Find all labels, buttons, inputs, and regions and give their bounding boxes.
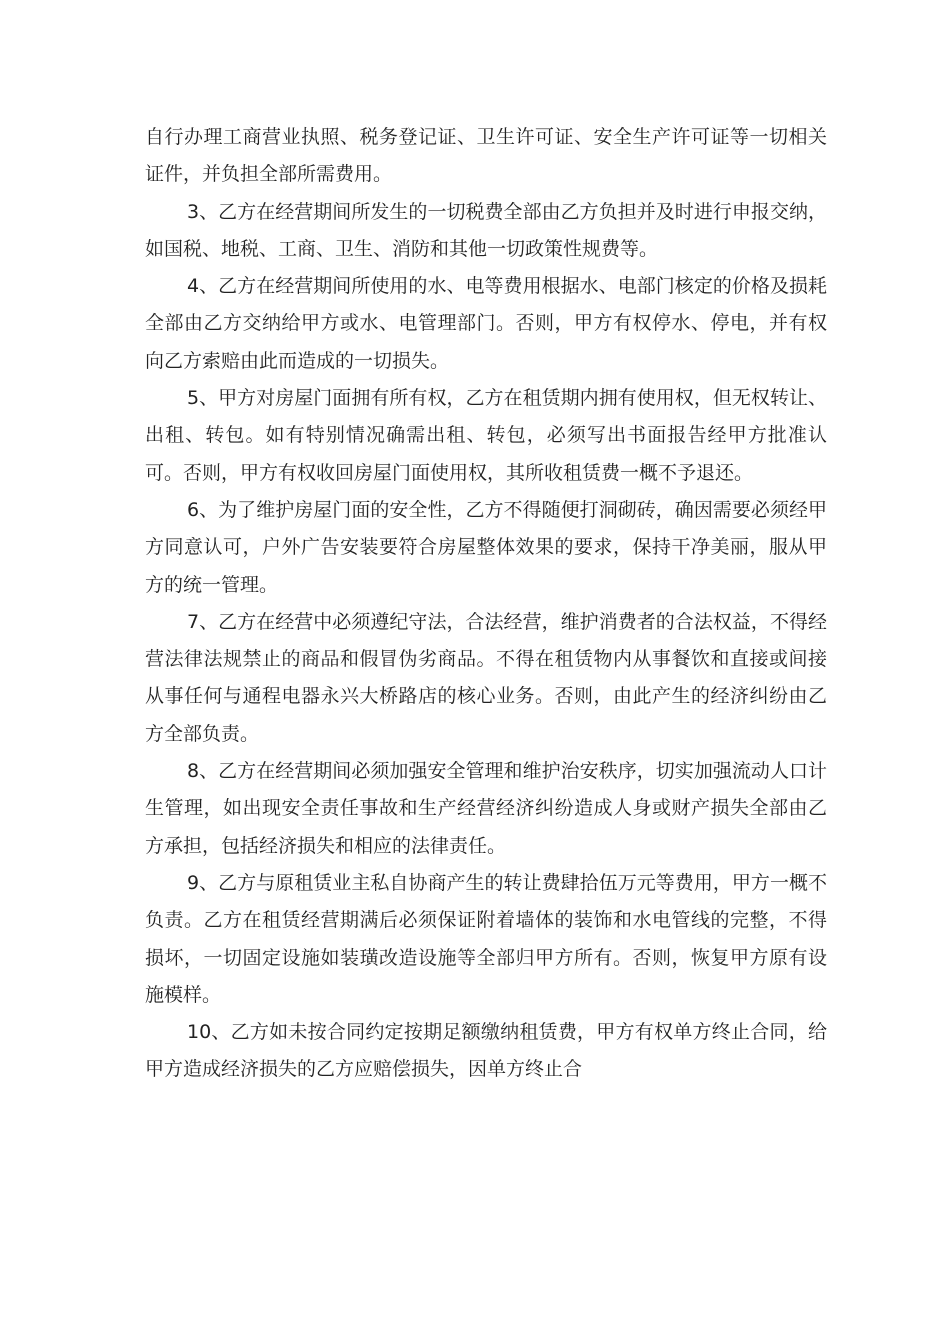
clause-7: 7、乙方在经营中必须遵纪守法，合法经营，维护消费者的合法权益，不得经营法律法规禁止的商品和假冒伪劣商品。不得在租赁物内从事餐饮和直接或间接从事任何与通程电器永兴大桥路店的核心业务。否则，由此产生的经济纠纷由乙方全部负责。	[145, 610, 827, 745]
clause-9: 9、乙方与原租赁业主私自协商产生的转让费肆拾伍万元等费用，甲方一概不负责。乙方在租赁经营期满后必须保证附着墙体的装饰和水电管线的完整，不得损坏，一切固定设施如装璜改造设施等全部归甲方所有。否则，恢复甲方原有设施模样。	[145, 871, 827, 1006]
clause-4: 4、乙方在经营期间所使用的水、电等费用根据水、电部门核定的价格及损耗全部由乙方交纳给甲方或水、电管理部门。否则，甲方有权停水、停电，并有权向乙方索赔由此而造成的一切损失。	[145, 275, 827, 372]
clause-8: 8、乙方在经营期间必须加强安全管理和维护治安秩序，切实加强流动人口计生管理，如出现安全责任事故和生产经营经济纠纷造成人身或财产损失全部由乙方承担，包括经济损失和相应的法律责任。	[145, 760, 827, 857]
clause-3: 3、乙方在经营期间所发生的一切税费全部由乙方负担并及时进行申报交纳，如国税、地税、工商、卫生、消防和其他一切政策性规费等。	[145, 200, 827, 260]
clause-5: 5、甲方对房屋门面拥有所有权，乙方在租赁期内拥有使用权，但无权转让、出租、转包。如有特别情况确需出租、转包，必须写出书面报告经甲方批准认可。否则，甲方有权收回房屋门面使用权，其所收租赁费一概不予退还。	[145, 387, 827, 484]
clause-10: 10、乙方如未按合同约定按期足额缴纳租赁费，甲方有权单方终止合同，给甲方造成经济损失的乙方应赔偿损失，因单方终止合	[145, 1021, 827, 1081]
document-body	[145, 119, 827, 1089]
clause-6: 6、为了维护房屋门面的安全性，乙方不得随便打洞砌砖，确因需要必须经甲方同意认可，户外广告安装要符合房屋整体效果的要求，保持干净美丽，服从甲方的统一管理。	[145, 498, 827, 596]
paragraph-continuation: 自行办理工商营业执照、税务登记证、卫生许可证、安全生产许可证等一切相关证件，并负担全部所需费用。	[145, 126, 827, 186]
